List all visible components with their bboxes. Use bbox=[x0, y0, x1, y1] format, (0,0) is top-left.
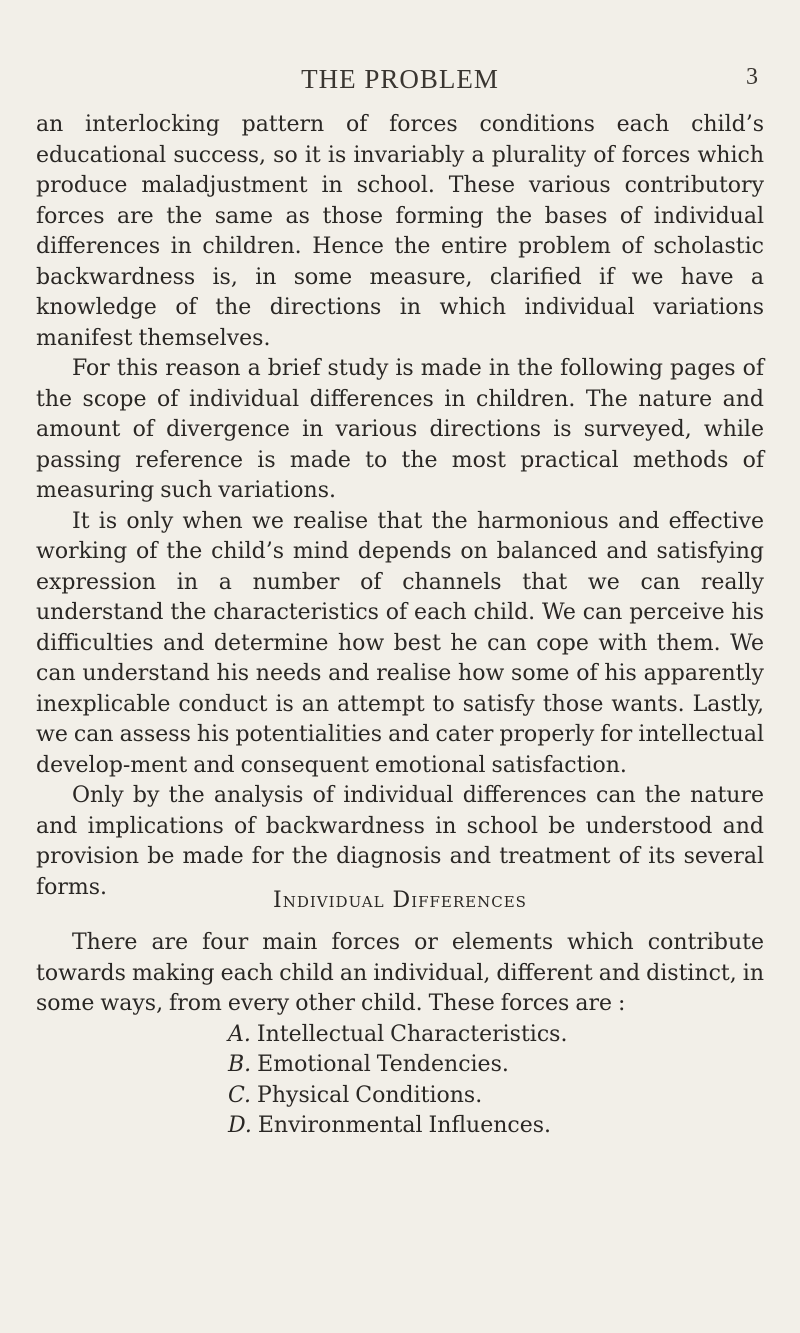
paragraph: an interlocking pattern of forces conditions each child’s educational success, so it is invariably a plurality of forces which produce maladjustment in school. These various contributory forces are the same as those forming the bases of individual differences in children. Hence the entire problem of scholastic backwardness is, in some measure, clarified if we have a knowledge of the directions in which individual variations manifest themselves. bbox=[36, 112, 764, 351]
list-item bbox=[228, 1081, 764, 1112]
section-heading: Individual Differences bbox=[273, 888, 527, 913]
list-item bbox=[228, 1111, 764, 1142]
page-number: 3 bbox=[746, 64, 758, 90]
list-item-label: Physical Conditions. bbox=[257, 1082, 483, 1108]
running-head bbox=[36, 64, 764, 100]
list-item-letter: B. bbox=[228, 1052, 252, 1077]
running-head-title: THE PROBLEM bbox=[301, 64, 499, 94]
list-item-letter: C. bbox=[228, 1082, 252, 1108]
list-item-label: Environmental Influences. bbox=[257, 1113, 552, 1138]
section-body bbox=[36, 928, 764, 1142]
body-text bbox=[36, 110, 764, 903]
list-item-label: Intellectual Characteristics. bbox=[256, 1021, 568, 1047]
paragraph: Only by the analysis of individual differences can the nature and implications of backwardness in school be understood and provision be made for the diagnosis and treatment of its several forms. bbox=[36, 783, 764, 900]
list-item-letter: D. bbox=[228, 1113, 252, 1138]
forces-list bbox=[36, 1020, 764, 1142]
paragraph: It is only when we realise that the harmonious and effective working of the child’s mind depends on balanced and satisfying expression in a number of channels that we can really understand the characteristics of each child. We can perceive his difficulties and determine how best he can cope with them. We can understand his needs and realise how some of his apparently inexplicable conduct is an attempt to satisfy those wants. Lastly, we can assess his potentialities and cater properly for intellectual develop-ment and consequent emotional satisfaction. bbox=[36, 508, 764, 778]
list-item-letter: A. bbox=[228, 1021, 251, 1047]
list-item bbox=[228, 1020, 764, 1051]
section-intro: There are four main forces or elements which contribute towards making each child an individual, different and distinct, in some ways, from every other child. These forces are : bbox=[36, 930, 764, 1016]
list-item-label: Emotional Tendencies. bbox=[257, 1052, 509, 1077]
paragraph: For this reason a brief study is made in the following pages of the scope of individual differences in children. The nature and amount of divergence in various directions is surveyed, while passing reference is made to the most practical methods of measuring such variations. bbox=[36, 356, 764, 503]
list-item bbox=[228, 1050, 764, 1081]
